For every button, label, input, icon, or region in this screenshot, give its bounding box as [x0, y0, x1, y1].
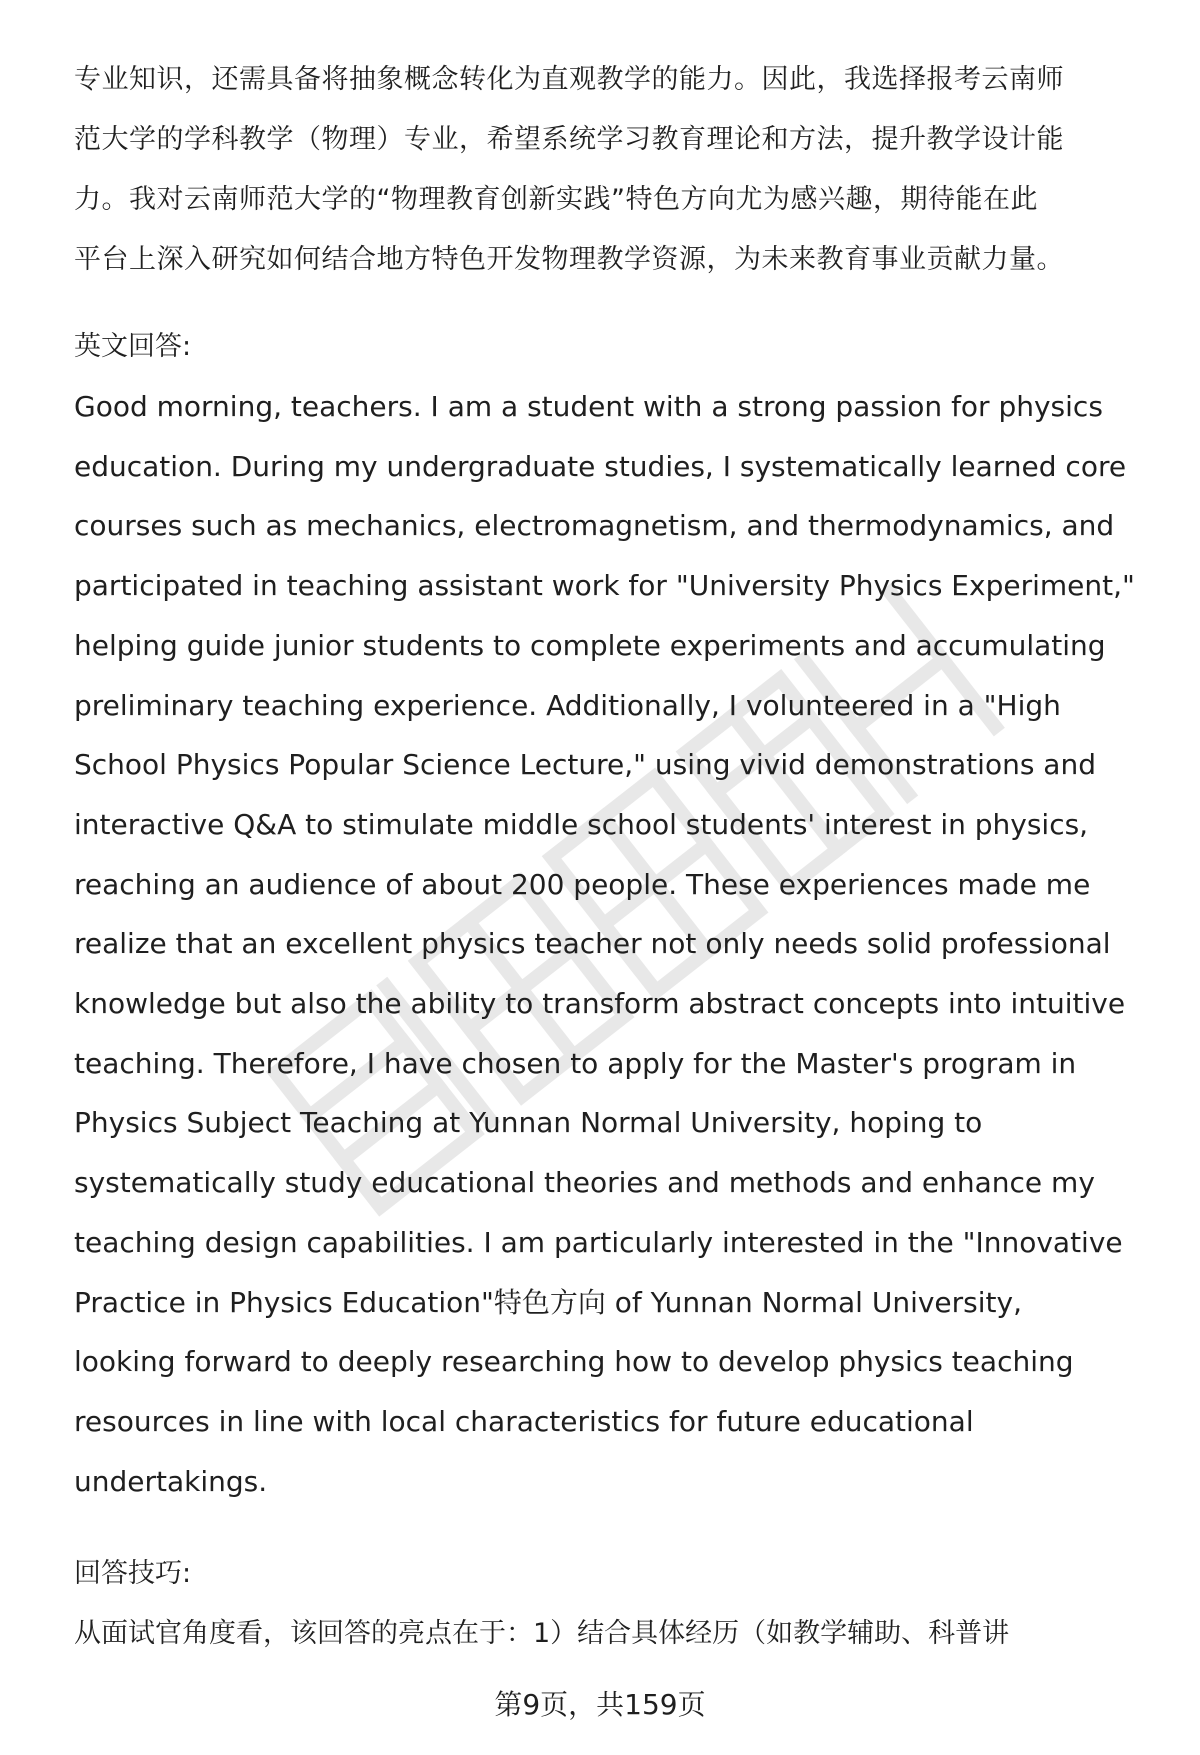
answer-tips-text: 从面试官角度看，该回答的亮点在于：1）结合具体经历（如教学辅助、科普讲: [74, 1618, 1010, 1649]
answer-tips-heading: 回答技巧:: [74, 1558, 192, 1589]
answer-line: School Physics Popular Science Lecture," using vivid demonstrations and: [74, 748, 1096, 782]
answer-line: courses such as mechanics, electromagnetism, and thermodynamics, and: [74, 509, 1115, 543]
answer-line: preliminary teaching experience. Additionally, I volunteered in a "High: [74, 688, 1061, 722]
answer-line: teaching design capabilities. I am particularly interested in the "Innovative: [74, 1225, 1123, 1259]
english-answer-heading: 英文回答:: [74, 331, 192, 362]
answer-line: interactive Q&A to stimulate middle school students' interest in physics,: [74, 807, 1089, 841]
answer-line: reaching an audience of about 200 people. These experiences made me: [74, 867, 1091, 901]
answer-line: helping guide junior students to complete experiments and accumulating: [74, 628, 1106, 662]
paragraph-line: 力。我对云南师范大学的“物理教育创新实践”特色方向尤为感兴趣，期待能在此: [74, 184, 1038, 215]
answer-line: undertakings.: [74, 1464, 268, 1498]
paragraph-line: 范大学的学科教学（物理）专业，希望系统学习教育理论和方法，提升教学设计能: [74, 124, 1064, 155]
answer-line: teaching. Therefore, I have chosen to apply for the Master's program in: [74, 1046, 1077, 1080]
answer-line: resources in line with local characteristics for future educational: [74, 1404, 974, 1438]
answer-line: education. During my undergraduate studies, I systematically learned core: [74, 449, 1127, 483]
answer-line: systematically study educational theories and methods and enhance my: [74, 1166, 1095, 1200]
paragraph-line: 专业知识，还需具备将抽象概念转化为直观教学的能力。因此，我选择报考云南师: [74, 64, 1064, 95]
answer-line: Physics Subject Teaching at Yunnan Normal University, hoping to: [74, 1106, 983, 1140]
answer-line: knowledge but also the ability to transform abstract concepts into intuitive: [74, 987, 1126, 1021]
page-number: 第9页，共159页: [494, 1688, 706, 1721]
answer-line: looking forward to deeply researching how to develop physics teaching: [74, 1345, 1074, 1379]
continuation-paragraph: [74, 50, 1144, 290]
english-answer-body: [74, 377, 1154, 1511]
answer-line: realize that an excellent physics teacher not only needs solid professional: [74, 927, 1111, 961]
paragraph-line: 平台上深入研究如何结合地方特色开发物理教学资源，为未来教育事业贡献力量。: [74, 244, 1064, 275]
answer-line: Good morning, teachers. I am a student with a strong passion for physics: [74, 390, 1103, 423]
answer-line: participated in teaching assistant work for "University Physics Experiment,": [74, 569, 1135, 603]
answer-line: Practice in Physics Education"特色方向 of Yunnan Normal University,: [74, 1285, 1022, 1319]
